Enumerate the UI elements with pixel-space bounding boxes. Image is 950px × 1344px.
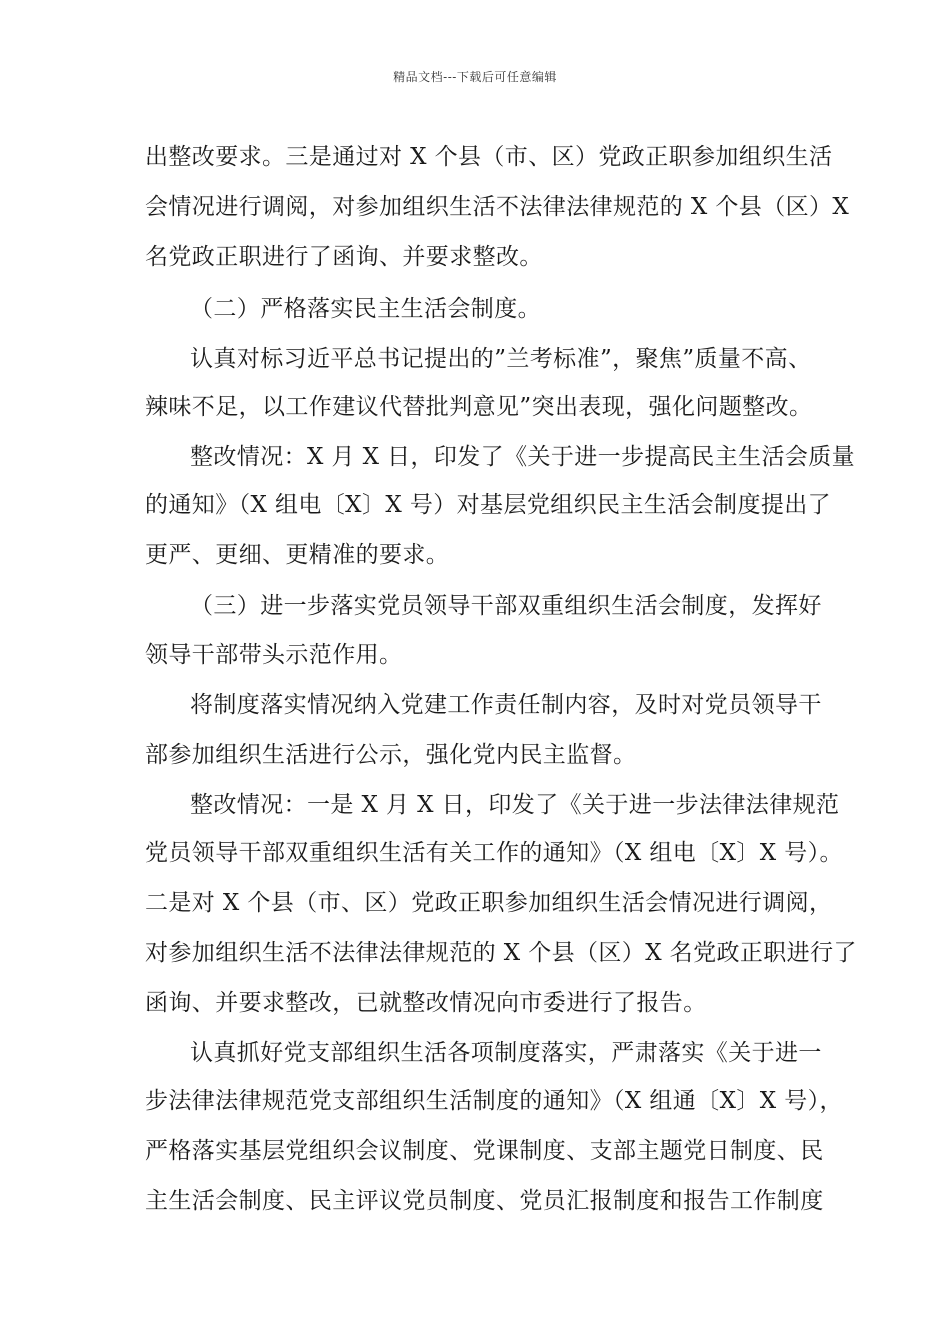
text-line: 二是对 X 个县（市、区）党政正职参加组织生活会情况进行调阅， [145, 890, 833, 916]
text-line: 领导干部带头示范作用。 [145, 642, 403, 668]
text-line: 的通知》（X 组电〔X〕X 号）对基层党组织民主生活会制度提出了 [145, 492, 832, 518]
text-line: 认真对标习近平总书记提出的”兰考标准”，聚焦”质量不高、 [190, 346, 812, 372]
text-line: 函询、并要求整改，已就整改情况向市委进行了报告。 [145, 990, 707, 1016]
text-line: 党员领导干部双重组织生活有关工作的通知》（X 组电〔X〕X 号）。 [145, 840, 843, 866]
text-line: 对参加组织生活不法律法律规范的 X 个县（区）X 名党政正职进行了 [145, 940, 857, 966]
text-line: 出整改要求。三是通过对 X 个县（市、区）党政正职参加组织生活 [145, 144, 833, 170]
text-line: 整改情况：X 月 X 日，印发了《关于进一步提高民主生活会质量 [190, 444, 856, 470]
text-line: 名党政正职进行了函询、并要求整改。 [145, 244, 543, 270]
text-line: 将制度落实情况纳入党建工作责任制内容，及时对党员领导干 [190, 692, 822, 718]
text-line: 辣味不足，以工作建议代替批判意见”突出表现，强化问题整改。 [145, 394, 813, 420]
text-line: 部参加组织生活进行公示，强化党内民主监督。 [145, 742, 637, 768]
page-header: 精品文档---下载后可任意编辑 [393, 70, 557, 84]
text-line: 步法律法律规范党支部组织生活制度的通知》（X 组通〔X〕X 号）， [145, 1088, 843, 1114]
text-line: 更严、更细、更精准的要求。 [145, 542, 450, 568]
section-heading: （二）严格落实民主生活会制度。 [190, 296, 541, 322]
text-line: 整改情况：一是 X 月 X 日，印发了《关于进一步法律法律规范 [190, 792, 840, 818]
text-line: 认真抓好党支部组织生活各项制度落实，严肃落实《关于进一 [190, 1040, 822, 1066]
text-line: 会情况进行调阅，对参加组织生活不法律法律规范的 X 个县（区）X [145, 194, 850, 220]
text-line: 严格落实基层党组织会议制度、党课制度、支部主题党日制度、民 [145, 1138, 824, 1164]
text-line: 主生活会制度、民主评议党员制度、党员汇报制度和报告工作制度 [145, 1188, 824, 1214]
section-heading: （三）进一步落实党员领导干部双重组织生活会制度，发挥好 [190, 593, 822, 619]
